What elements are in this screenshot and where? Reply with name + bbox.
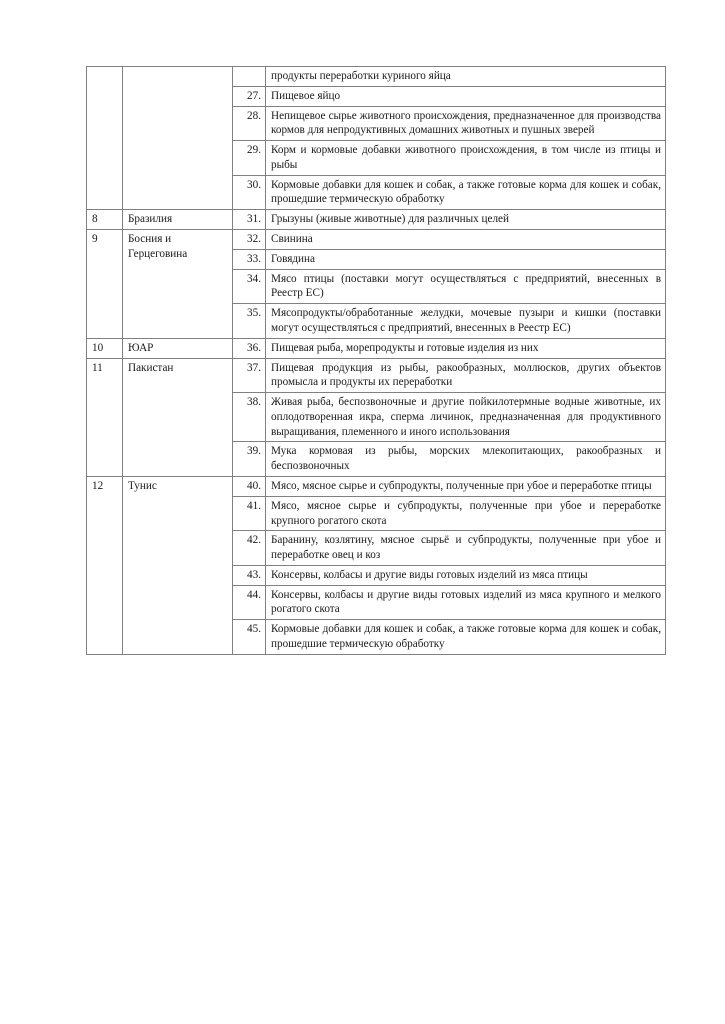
item-description-cell: Живая рыба, беспозвоночные и другие пойкилотермные водные животные, их оплодотворенная икра, сперма личинок, предназначенная для продуктивного выращивания, племенного и иного использования bbox=[266, 393, 666, 442]
item-description-cell: Корм и кормовые добавки животного происхождения, в том числе из птицы и рыбы bbox=[266, 141, 666, 176]
country-number-cell: 8 bbox=[87, 210, 123, 230]
item-index-cell: 45. bbox=[233, 620, 266, 655]
country-name-cell: Тунис bbox=[123, 476, 233, 654]
item-description-cell: Мясо, мясное сырье и субпродукты, полученные при убое и переработке крупного рогатого скота bbox=[266, 496, 666, 531]
item-index-cell: 28. bbox=[233, 106, 266, 141]
item-index-cell: 38. bbox=[233, 393, 266, 442]
item-index-cell: 43. bbox=[233, 565, 266, 585]
item-index-cell: 36. bbox=[233, 338, 266, 358]
item-description-cell: Консервы, колбасы и другие виды готовых изделий из мяса птицы bbox=[266, 565, 666, 585]
item-description-cell: Говядина bbox=[266, 249, 666, 269]
item-description-cell: Консервы, колбасы и другие виды готовых изделий из мяса крупного и мелкого рогатого скота bbox=[266, 585, 666, 620]
item-index-cell bbox=[233, 67, 266, 87]
item-index-cell: 34. bbox=[233, 269, 266, 304]
item-description-cell: Мясопродукты/обработанные желудки, мочевые пузыри и кишки (поставки могут осуществляться с предприятий, внесенных в Реестр ЕС) bbox=[266, 304, 666, 339]
item-index-cell: 35. bbox=[233, 304, 266, 339]
item-index-cell: 32. bbox=[233, 230, 266, 250]
item-description-cell: Непищевое сырье животного происхождения, предназначенное для производства кормов для непродуктивных домашних животных и пушных зверей bbox=[266, 106, 666, 141]
item-description-cell: Пищевая рыба, морепродукты и готовые изделия из них bbox=[266, 338, 666, 358]
country-name-cell bbox=[123, 67, 233, 210]
item-description-cell: Мука кормовая из рыбы, морских млекопитающих, ракообразных и беспозвоночных bbox=[266, 442, 666, 477]
item-description-cell: Пищевая продукция из рыбы, ракообразных, моллюсков, других объектов промысла и продукты их переработки bbox=[266, 358, 666, 393]
item-index-cell: 44. bbox=[233, 585, 266, 620]
country-number-cell: 10 bbox=[87, 338, 123, 358]
country-number-cell: 11 bbox=[87, 358, 123, 476]
country-number-cell: 9 bbox=[87, 230, 123, 339]
item-index-cell: 27. bbox=[233, 86, 266, 106]
item-index-cell: 40. bbox=[233, 476, 266, 496]
item-description-cell: Пищевое яйцо bbox=[266, 86, 666, 106]
country-name-cell: Босния и Герцеговина bbox=[123, 230, 233, 339]
item-description-cell: Мясо, мясное сырье и субпродукты, полученные при убое и переработке птицы bbox=[266, 476, 666, 496]
table-row bbox=[87, 210, 666, 230]
country-number-cell bbox=[87, 67, 123, 210]
product-restrictions-table bbox=[86, 66, 666, 655]
table-body bbox=[87, 67, 666, 655]
table-row bbox=[87, 338, 666, 358]
item-description-cell: Кормовые добавки для кошек и собак, а также готовые корма для кошек и собак, прошедшие термическую обработку bbox=[266, 620, 666, 655]
item-index-cell: 42. bbox=[233, 531, 266, 566]
item-description-cell: Грызуны (живые животные) для различных целей bbox=[266, 210, 666, 230]
item-description-cell: Свинина bbox=[266, 230, 666, 250]
table-row bbox=[87, 230, 666, 250]
item-index-cell: 39. bbox=[233, 442, 266, 477]
item-index-cell: 33. bbox=[233, 249, 266, 269]
item-description-cell: Баранину, козлятину, мясное сырьё и субпродукты, полученные при убое и переработке овец и коз bbox=[266, 531, 666, 566]
item-index-cell: 37. bbox=[233, 358, 266, 393]
country-name-cell: ЮАР bbox=[123, 338, 233, 358]
country-name-cell: Бразилия bbox=[123, 210, 233, 230]
table-row bbox=[87, 67, 666, 87]
table-row bbox=[87, 476, 666, 496]
item-index-cell: 31. bbox=[233, 210, 266, 230]
country-name-cell: Пакистан bbox=[123, 358, 233, 476]
item-index-cell: 29. bbox=[233, 141, 266, 176]
country-number-cell: 12 bbox=[87, 476, 123, 654]
item-description-cell: Мясо птицы (поставки могут осуществляться с предприятий, внесенных в Реестр ЕС) bbox=[266, 269, 666, 304]
item-index-cell: 30. bbox=[233, 175, 266, 210]
item-index-cell: 41. bbox=[233, 496, 266, 531]
item-description-cell: продукты переработки куриного яйца bbox=[266, 67, 666, 87]
table-row bbox=[87, 358, 666, 393]
item-description-cell: Кормовые добавки для кошек и собак, а также готовые корма для кошек и собак, прошедшие термическую обработку bbox=[266, 175, 666, 210]
